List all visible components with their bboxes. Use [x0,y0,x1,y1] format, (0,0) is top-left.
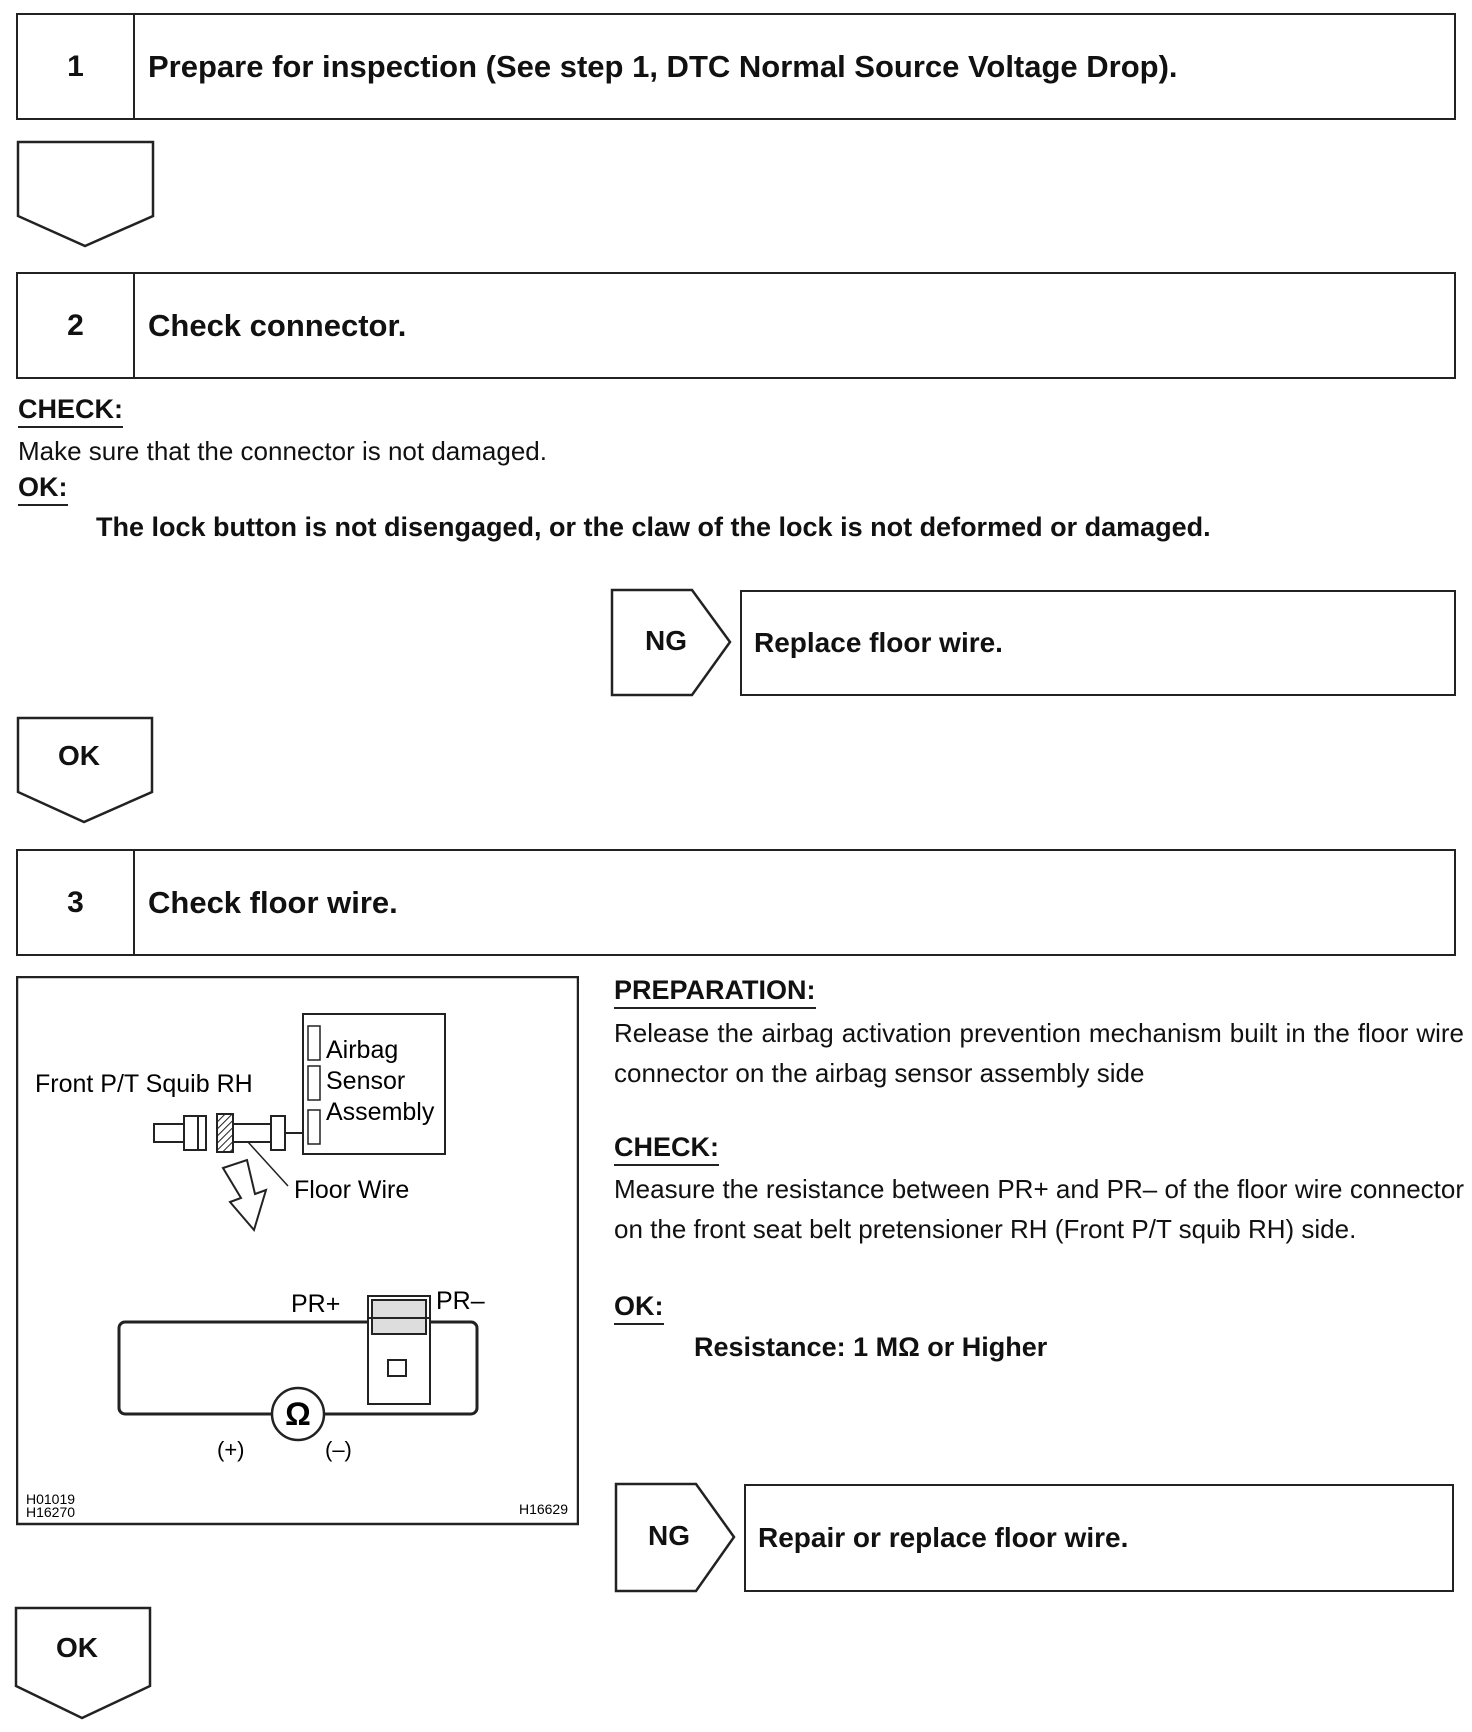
plus-sign: (+) [217,1437,245,1462]
step-3-header [16,849,1456,956]
pr-plus-label: PR+ [291,1290,341,1318]
wiring-figure [16,976,579,1526]
step-title: Check connector. [148,307,407,343]
check-label: CHECK: [614,1132,719,1166]
floor-wire-label: Floor Wire [294,1176,410,1204]
step-2-header [16,272,1456,379]
flow-arrow-empty [16,140,156,250]
step-title: Check floor wire. [148,884,398,920]
minus-sign: (–) [325,1437,352,1462]
ok-text: Resistance: 1 MΩ or Higher [694,1332,1048,1362]
check-text: Make sure that the connector is not damaged. [18,436,547,466]
ok-flow-label: OK [56,1632,98,1663]
ok-flow-label: OK [58,740,100,771]
preparation-label: PREPARATION: [614,975,816,1009]
figure-code-left-2: H16270 [26,1504,76,1520]
squib-label: Front P/T Squib RH [35,1070,253,1098]
sensor-label-line2: Sensor [326,1067,406,1095]
sensor-label-line3: Assembly [326,1098,435,1126]
figure-code-left-1: H01019 [26,1491,76,1507]
check-text: Measure the resistance between PR+ and PR– of the floor wire connector on the front seat belt pretensioner RH (Front P/T squib RH) side. [614,1174,1464,1244]
ng-action-box: Replace floor wire. [740,590,1456,696]
meter-symbol: Ω [285,1396,311,1432]
ok-label: OK: [614,1291,664,1325]
pr-minus-label: PR– [436,1287,485,1315]
check-label: CHECK: [18,394,123,428]
pretensioner-connector [368,1296,430,1404]
figure-code-right: H16629 [518,1501,568,1517]
sensor-label-line1: Airbag [326,1036,399,1064]
step-title: Prepare for inspection (See step 1, DTC Normal Source Voltage Drop). [148,48,1178,84]
ng-label: NG [648,1520,690,1551]
step-number: 2 [18,274,135,377]
step-number: 3 [18,851,135,954]
ok-label: OK: [18,472,68,506]
preparation-text: Release the airbag activation prevention mechanism built in the floor wire connector on the airbag sensor assembly side [614,1018,1464,1088]
ng-label: NG [645,625,687,656]
step-1-header [16,13,1456,120]
step-number: 1 [18,15,135,118]
ok-text: The lock button is not disengaged, or the claw of the lock is not deformed or damaged. [96,512,1211,542]
flow-arrow-ok [14,1606,154,1722]
ng-action-box: Repair or replace floor wire. [744,1484,1454,1592]
